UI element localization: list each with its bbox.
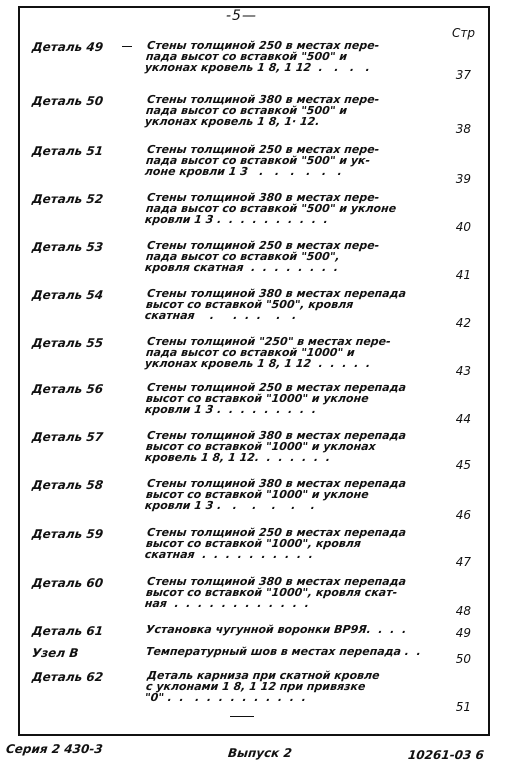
entry-description [144,670,437,703]
footer-issue: Выпуск 2 [227,746,293,760]
entry-page-number: 46 [455,508,471,522]
description-line: высот со вставкой "1000" и уклоне [145,488,370,501]
page-number: -5— [226,8,257,24]
description-line: пада высот со вставкой "500" и [145,104,348,117]
entry-page-number: 51 [455,700,471,714]
description-line: Установка чугунной воронки ВР9Я. . . . [145,623,408,636]
description-line: лоне кровли 1 3 . . . . . . [144,165,343,178]
entry-label: Деталь 61 [31,624,104,638]
description-line: Стены толщиной 250 в местах перепада [146,381,407,394]
entry-description [144,144,437,177]
entry-label: Деталь 56 [31,382,104,396]
description-line: Стены толщиной 380 в местах перепада [146,429,407,442]
description-line: высот со вставкой "500", кровля [145,298,354,311]
entry-page-number: 43 [455,364,471,378]
entry-label: Деталь 51 [31,144,104,158]
description-line: Стены толщиной "250" в местах пере- [146,335,392,348]
entry-label: Деталь 53 [31,240,104,254]
description-line: Деталь карниза при скатной кровле [146,669,381,682]
description-line: высот со вставкой "1000", кровля [145,537,362,550]
entry-label: Деталь 57 [31,430,104,444]
entry-description [144,40,437,73]
description-line: ная . . . . . . . . . . . . [144,597,310,610]
description-line: Стены толщиной 250 в местах пере- [146,239,380,252]
entry-page-number: 41 [455,268,471,282]
entry-page-number: 40 [455,220,471,234]
description-line: пада высот со вставкой "500" и уклоне [145,202,397,215]
description-line: Стены толщиной 250 в местах перепада [146,526,407,539]
description-line: уклонах кровель 1 8, 1· 12. [144,115,321,128]
description-line: Стены толщиной 380 в местах перепада [146,477,407,490]
entry-description [144,382,437,415]
entry-description [144,576,437,609]
footer-tick [230,716,254,717]
description-line: с уклонами 1 8, 1 12 при привязке [145,680,367,693]
footer-code: 10261-03 6 [407,748,485,762]
entry-page-number: 38 [455,122,471,136]
entry-label: Деталь 50 [31,94,104,108]
description-line: скатная . . . . . . . . . . [144,548,314,561]
entry-description [144,478,437,511]
entry-page-number: 44 [455,412,471,426]
entry-page-number: 49 [455,626,471,640]
entry-description [144,336,437,369]
entry-page-number: 37 [455,68,471,82]
description-line: пада высот со вставкой "500" и ук- [145,154,371,167]
entry-label: Деталь 60 [31,576,104,590]
entry-description [145,646,436,657]
description-line: уклонах кровель 1 8, 1 12 . . . . [144,61,371,74]
description-line: Стены толщиной 380 в местах перепада [146,287,407,300]
entry-label: Деталь 55 [31,336,104,350]
entry-page-number: 42 [455,316,471,330]
description-line: Стены толщиной 250 в местах пере- [146,39,380,52]
description-line: кровель 1 8, 1 12. . . . . . . [144,451,331,464]
entry-description [144,288,437,321]
entry-description [144,430,437,463]
description-line: Стены толщиной 380 в местах пере- [146,191,380,204]
entry-label: Деталь 59 [31,527,104,541]
entry-label: Узел В [31,646,80,660]
description-line: Температурный шов в местах перепада . . [145,645,422,658]
description-line: пада высот со вставкой "500" и [145,50,348,63]
entry-label: Деталь 54 [31,288,104,302]
description-line: кровли 1 3 . . . . . . . . . [144,403,317,416]
entry-label: Деталь 58 [31,478,104,492]
description-line: "0" . . . . . . . . . . . . [144,691,307,704]
description-line: уклонах кровель 1 8, 1 12 . . . . . [144,357,372,370]
entry-description [144,240,437,273]
footer-series: Серия 2 430-3 [5,742,104,756]
entry-page-number: 48 [455,604,471,618]
description-line: высот со вставкой "1000" и уклоне [145,392,370,405]
entry-description [144,94,437,127]
entry-label: Деталь 62 [31,670,104,684]
description-line: Стены толщиной 380 в местах перепада [146,575,407,588]
entry-page-number: 39 [455,172,471,186]
description-line: скатная . . . . . . [144,309,298,322]
description-line: пада высот со вставкой "1000" и [145,346,356,359]
description-line: кровля скатная . . . . . . . . [144,261,339,274]
description-line: Стены толщиной 380 в местах пере- [146,93,380,106]
description-line: пада высот со вставкой "500", [145,250,341,263]
entry-description [145,624,436,635]
entry-page-number: 50 [455,652,471,666]
description-line: кровли 1 3 . . . . . . . . . . [144,213,329,226]
description-line: высот со вставкой "1000", кровля скат- [145,586,398,599]
entry-page-number: 45 [455,458,471,472]
description-line: кровли 1 3 . . . . . . [144,499,316,512]
entry-description [144,192,437,225]
description-line: высот со вставкой "1000" и уклонах [145,440,377,453]
description-line: Стены толщиной 250 в местах пере- [146,143,380,156]
entry-description [144,527,437,560]
entry-label: Деталь 52 [31,192,104,206]
page-column-label: Стр [452,26,475,40]
entry-page-number: 47 [455,555,471,569]
entry-label: Деталь 49 [31,40,104,54]
